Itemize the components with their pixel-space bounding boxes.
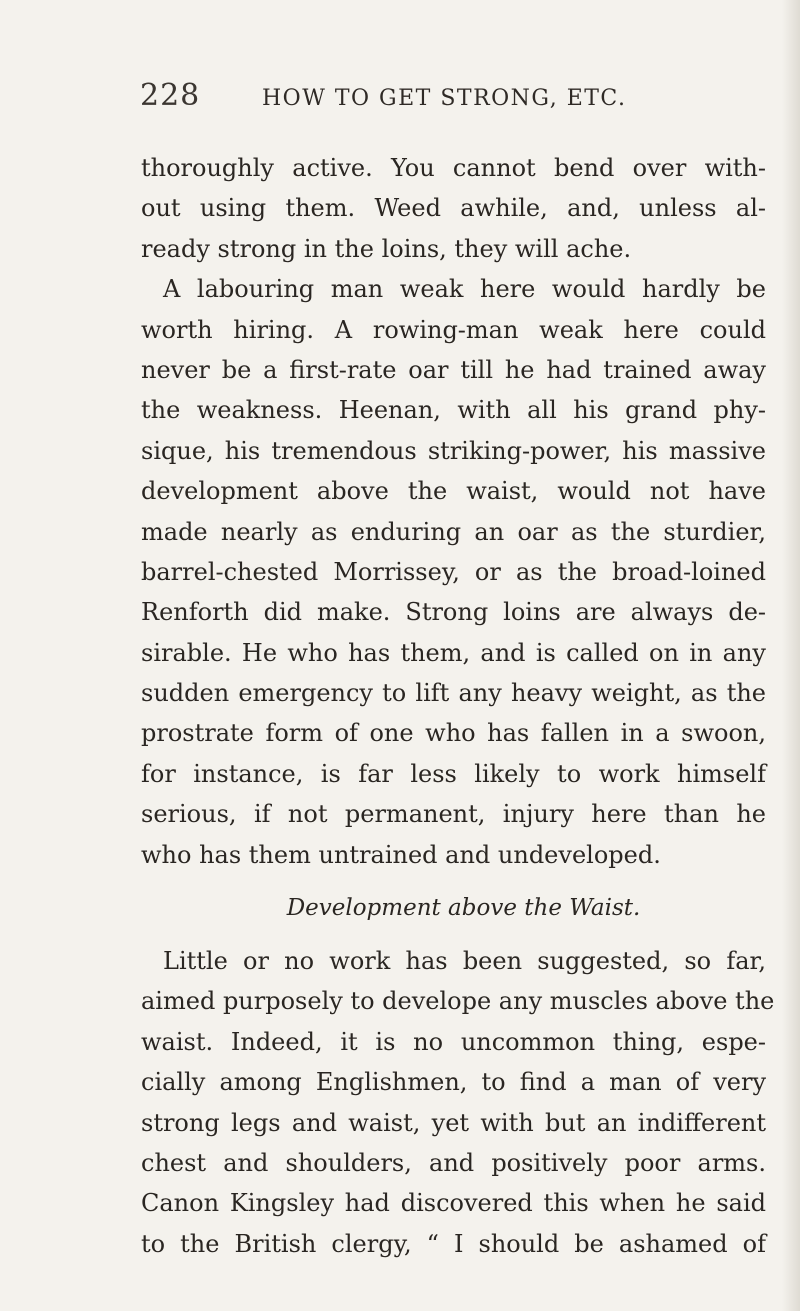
page-edge-shadow bbox=[782, 0, 800, 1311]
running-head bbox=[140, 78, 740, 118]
text-line: ready strong in the loins, they will ache. bbox=[141, 234, 632, 263]
text-line: barrel-chested Morrissey, or as the broad-loined bbox=[141, 557, 766, 586]
text-line: sirable. He who has them, and is called on in any bbox=[141, 638, 766, 667]
text-line: aimed purposely to develope any muscles above the bbox=[141, 987, 775, 1016]
text-line: A labouring man weak here would hardly be bbox=[163, 275, 766, 304]
text-line: development above the waist, would not have bbox=[141, 477, 766, 506]
text-line: out using them. Weed awhile, and, unless al- bbox=[141, 194, 766, 223]
text-line: made nearly as enduring an oar as the sturdier, bbox=[141, 517, 766, 546]
text-line: the weakness. Heenan, with all his grand phy- bbox=[141, 396, 766, 425]
text-line: sudden emergency to lift any heavy weight, as the bbox=[141, 679, 766, 708]
text-line: to the British clergy, “ I should be ashamed of bbox=[141, 1229, 766, 1258]
text-line: worth hiring. A rowing-man weak here could bbox=[141, 315, 766, 344]
text-line: chest and shoulders, and positively poor arms. bbox=[141, 1148, 766, 1177]
text-line: never be a first-rate oar till he had trained away bbox=[141, 355, 766, 384]
body-text bbox=[141, 148, 775, 1264]
text-line: prostrate form of one who has fallen in a swoon, bbox=[141, 719, 766, 748]
page-number: 228 bbox=[140, 78, 201, 113]
running-title: HOW TO GET STRONG, ETC. bbox=[262, 86, 627, 111]
text-line: serious, if not permanent, injury here than he bbox=[141, 800, 766, 829]
text-line: Renforth did make. Strong loins are always de- bbox=[141, 598, 766, 627]
text-line: cially among Englishmen, to find a man of very bbox=[141, 1068, 766, 1097]
text-line: who has them untrained and undeveloped. bbox=[141, 840, 661, 869]
text-line: thoroughly active. You cannot bend over with- bbox=[141, 154, 766, 182]
text-line: waist. Indeed, it is no uncommon thing, espe- bbox=[141, 1027, 766, 1056]
text-line: strong legs and waist, yet with but an indifferent bbox=[141, 1108, 766, 1137]
text-line: for instance, is far less likely to work himself bbox=[141, 759, 766, 788]
text-line: Little or no work has been suggested, so far, bbox=[163, 947, 766, 976]
text-line: Canon Kingsley had discovered this when he said bbox=[141, 1189, 766, 1218]
text-line: sique, his tremendous striking-power, his massive bbox=[141, 436, 766, 465]
section-heading: Development above the Waist. bbox=[286, 895, 641, 922]
